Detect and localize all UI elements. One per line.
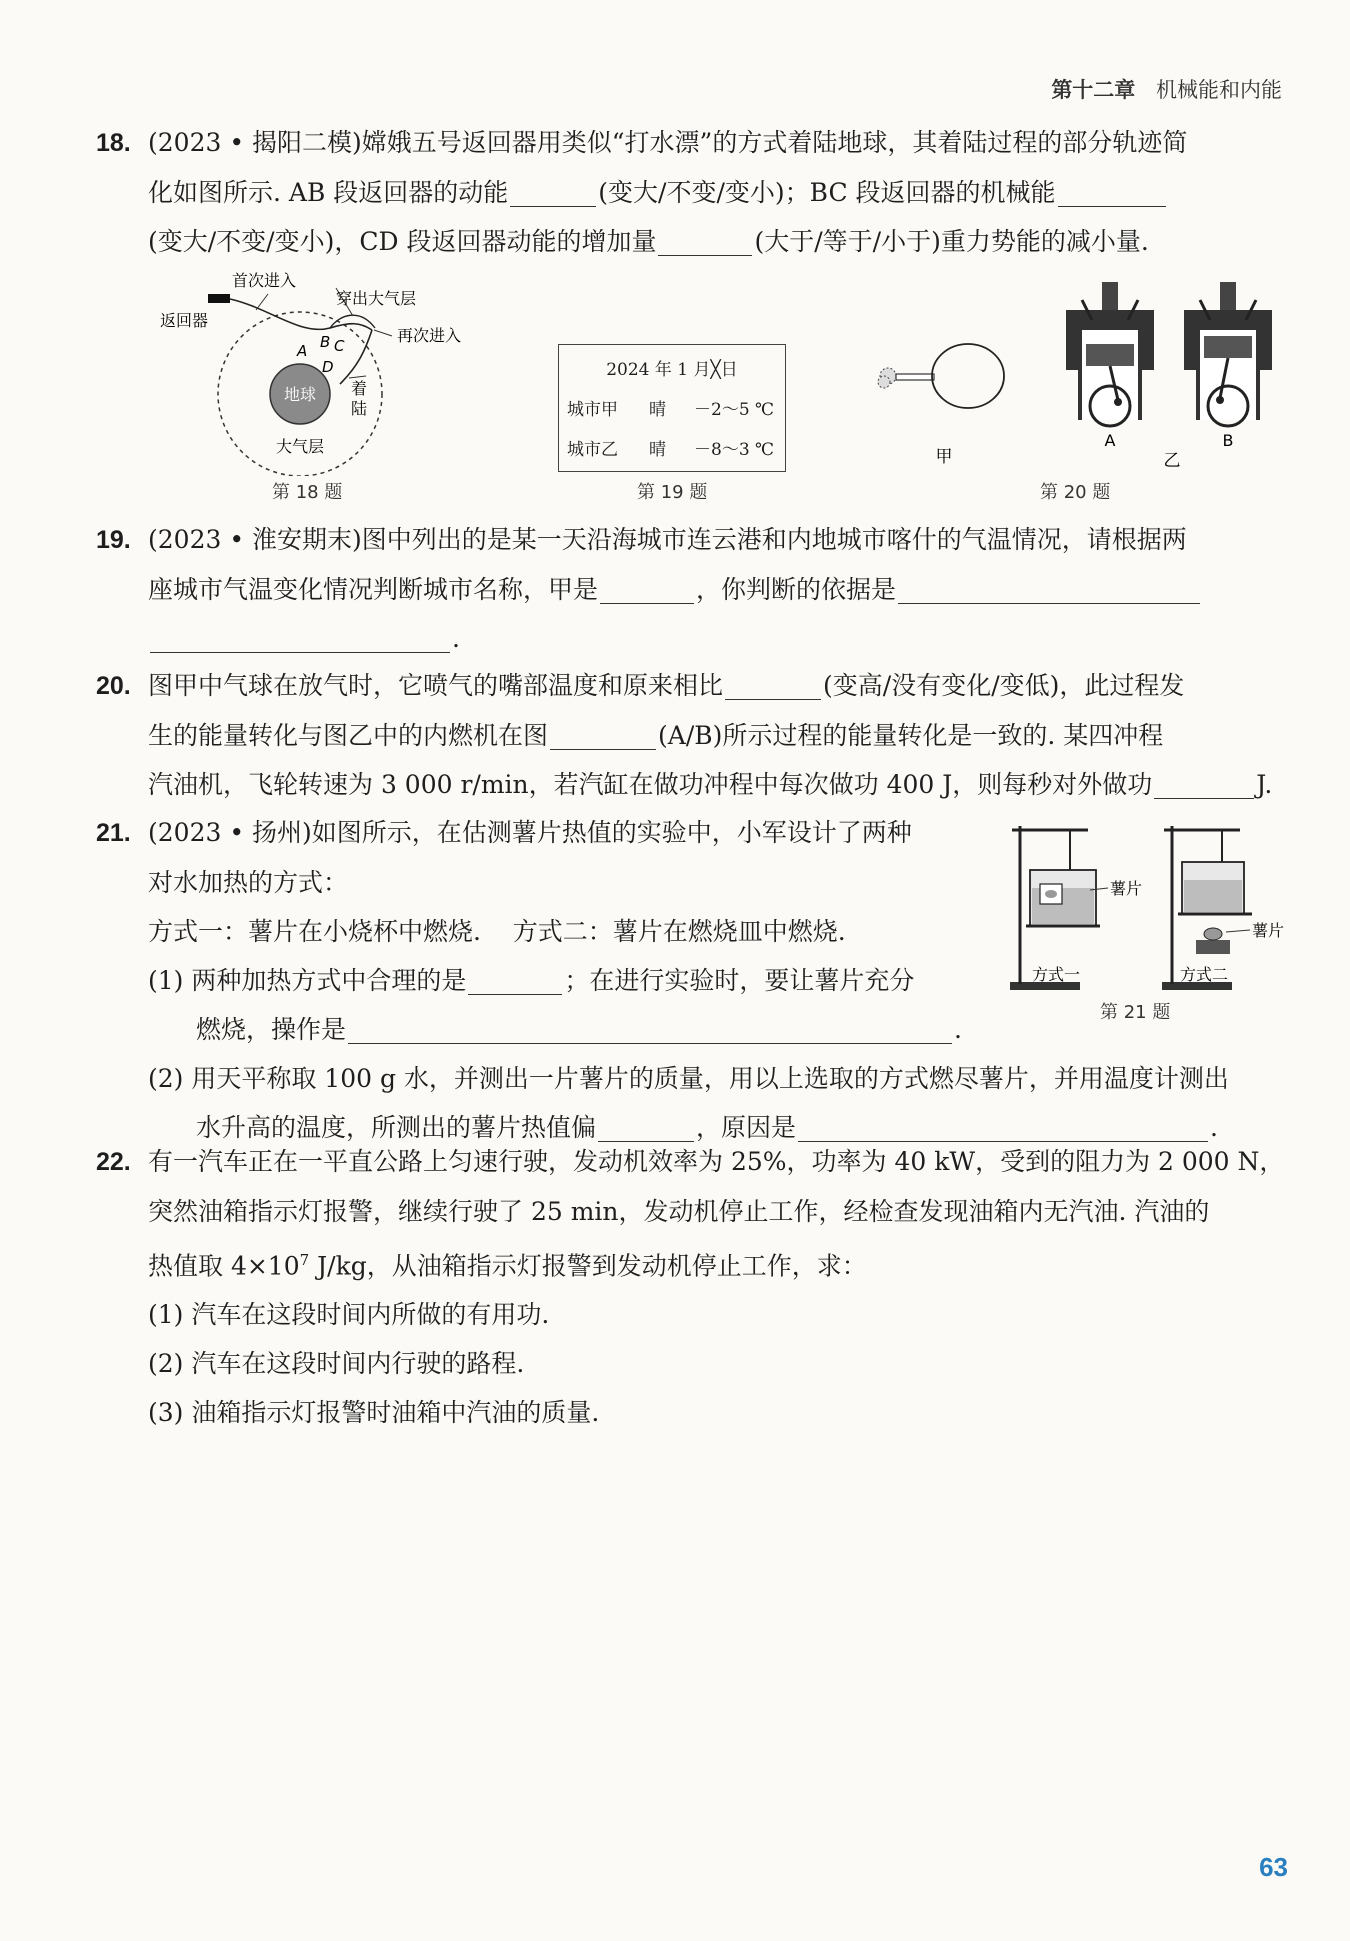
table-row1-temp: －2～5 ℃ [694, 400, 775, 420]
figure-21-apparatus [996, 818, 1296, 1008]
label-earth: 地球 [283, 385, 317, 404]
q19-line2b: ，你判断的依据是 [696, 575, 897, 604]
question-number: 21. [96, 819, 131, 847]
q20-line3b: J. [1256, 770, 1273, 799]
q20-line2a: 生的能量转化与图乙中的内燃机在图 [148, 721, 549, 750]
answer-blank[interactable] [600, 573, 694, 604]
label-first-entry: 首次进入 [232, 271, 297, 290]
answer-blank[interactable] [898, 573, 1200, 604]
answer-blank[interactable] [510, 176, 596, 207]
chapter-title: 机械能和内能 [1156, 78, 1282, 102]
answer-blank[interactable] [1154, 768, 1254, 799]
table-row1-weather: 晴 [649, 400, 666, 420]
q22-part3: (3) 油箱指示灯报警时油箱中汽油的质量. [148, 1398, 600, 1428]
label-atmosphere: 大气层 [275, 437, 325, 456]
table-row2-city: 城市乙 [567, 440, 618, 460]
q19-line2a: 座城市气温变化情况判断城市名称，甲是 [148, 575, 599, 604]
q18-line1: (2023 • 揭阳二模)嫦娥五号返回器用类似“打水漂”的方式着陆地球，其着陆过程的部分轨迹简 [148, 128, 1188, 157]
q22-line3a: 热值取 4×10 [148, 1251, 300, 1281]
question-22 [96, 1137, 1284, 1437]
table-row2-weather: 晴 [649, 440, 666, 460]
q20-line2b: (A/B)所示过程的能量转化是一致的. 某四冲程 [658, 721, 1164, 750]
q21-part1b: ；在进行实验时，要让薯片充分 [564, 966, 915, 995]
q21-line3: 方式一：薯片在小烧杯中燃烧. 方式二：薯片在燃烧皿中燃烧. [148, 917, 846, 946]
label-chip-two: 薯片 [1252, 921, 1285, 940]
label-landing-2: 陆 [351, 399, 368, 418]
answer-blank[interactable] [1058, 176, 1166, 207]
q21-part1a: (1) 两种加热方式中合理的是 [148, 966, 467, 995]
caption-figure-21: 第 21 题 [1100, 1002, 1171, 1023]
q22-line3b: J/kg，从油箱指示灯报警到发动机停止工作，求： [309, 1251, 867, 1281]
q18-line3a: (变大/不变/变小)，CD 段返回器动能的增加量 [148, 227, 657, 256]
question-number: 18. [96, 129, 131, 157]
question-number: 22. [96, 1148, 131, 1176]
table-date: 2024 年 1 月╳日 [606, 360, 738, 380]
q18-line3b: (大于/等于/小于)重力势能的减小量. [754, 227, 1149, 256]
chapter-label: 第十二章 [1051, 78, 1136, 102]
q21-line1: (2023 • 扬州)如图所示，在估测薯片热值的实验中，小军设计了两种 [148, 818, 912, 847]
setup-method-two [1162, 826, 1284, 990]
q21-part2a: (2) 用天平称取 100 g 水，并测出一片薯片的质量，用以上选取的方式燃尽薯片，并用温度计测出 [148, 1064, 1229, 1093]
label-engine-b: B [1222, 431, 1234, 450]
label-reentry: 再次进入 [397, 326, 462, 345]
q21-part1c: 燃烧，操作是 [196, 1015, 347, 1044]
label-jia: 甲 [935, 447, 953, 467]
answer-blank[interactable] [468, 964, 562, 995]
label-chip-one: 薯片 [1110, 879, 1143, 898]
answer-blank[interactable] [550, 719, 656, 750]
q20-line1b: (变高/没有变化/变低)，此过程发 [823, 671, 1185, 700]
answer-blank[interactable] [658, 225, 752, 256]
label-landing-1: 着 [351, 379, 368, 398]
table-row2-temp: －8～3 ℃ [694, 440, 775, 460]
answer-blank[interactable] [725, 669, 821, 700]
figure-18-orbit-diagram [160, 266, 470, 476]
label-method-two: 方式二 [1180, 965, 1229, 984]
answer-blank[interactable] [348, 1013, 952, 1044]
question-19 [96, 515, 1202, 663]
engine-b [1184, 282, 1272, 450]
label-point-d: D [322, 358, 334, 376]
page-number: 63 [1259, 1852, 1288, 1882]
q18-line2b: (变大/不变/变小)；BC 段返回器的机械能 [598, 178, 1056, 207]
label-point-a: A [297, 342, 308, 360]
q19-line3: . [452, 624, 460, 653]
label-method-one: 方式一 [1032, 965, 1081, 984]
q22-line1: 有一汽车正在一平直公路上匀速行驶，发动机效率为 25%，功率为 40 kW，受到的阻力为 2 000 N， [148, 1147, 1285, 1176]
label-yi: 乙 [1163, 451, 1181, 471]
q22-exponent: 7 [299, 1251, 310, 1269]
caption-figure-18: 第 18 题 [272, 482, 343, 503]
q20-line1a: 图甲中气球在放气时，它喷气的嘴部温度和原来相比 [148, 671, 724, 700]
question-20 [96, 661, 1272, 809]
q21-part2b: 水升高的温度，所测出的薯片热值偏 [196, 1113, 597, 1142]
question-number: 19. [96, 526, 131, 554]
question-18 [96, 118, 1187, 266]
figure-19-weather-table [558, 344, 786, 472]
question-number: 20. [96, 672, 131, 700]
q22-part2: (2) 汽车在这段时间内行驶的路程. [148, 1349, 525, 1379]
label-exit-atmosphere: 穿出大气层 [336, 289, 417, 308]
caption-figure-20: 第 20 题 [1040, 482, 1111, 503]
q21-line2: 对水加热的方式： [148, 868, 349, 897]
q21-part2d: . [1210, 1113, 1218, 1142]
label-point-b: B [320, 333, 331, 351]
figure-20-balloon [874, 320, 1014, 470]
label-returner: 返回器 [160, 311, 209, 330]
q18-line2a: 化如图所示. AB 段返回器的动能 [148, 178, 509, 207]
q22-line2: 突然油箱指示灯报警，继续行驶了 25 min，发动机停止工作，经检查发现油箱内无汽油. 汽油的 [148, 1197, 1210, 1226]
answer-blank[interactable] [150, 622, 450, 653]
table-row1-city: 城市甲 [567, 400, 618, 420]
q21-part1d: . [954, 1015, 962, 1044]
q20-line3a: 汽油机，飞轮转速为 3 000 r/min，若汽缸在做功冲程中每次做功 400 J，则每秒对外做功 [148, 770, 1153, 799]
setup-method-one [1010, 826, 1142, 990]
q19-line1: (2023 • 淮安期末)图中列出的是某一天沿海城市连云港和内地城市喀什的气温情况，请根据两 [148, 525, 1187, 554]
label-engine-a: A [1104, 431, 1116, 450]
page-header [1051, 74, 1282, 104]
q22-part1: (1) 汽车在这段时间内所做的有用功. [148, 1300, 550, 1330]
engine-a [1066, 282, 1154, 450]
label-point-c: C [334, 337, 345, 355]
caption-figure-19: 第 19 题 [637, 482, 708, 503]
q21-part2c: ，原因是 [696, 1113, 797, 1142]
figure-20-engines [1056, 270, 1296, 480]
